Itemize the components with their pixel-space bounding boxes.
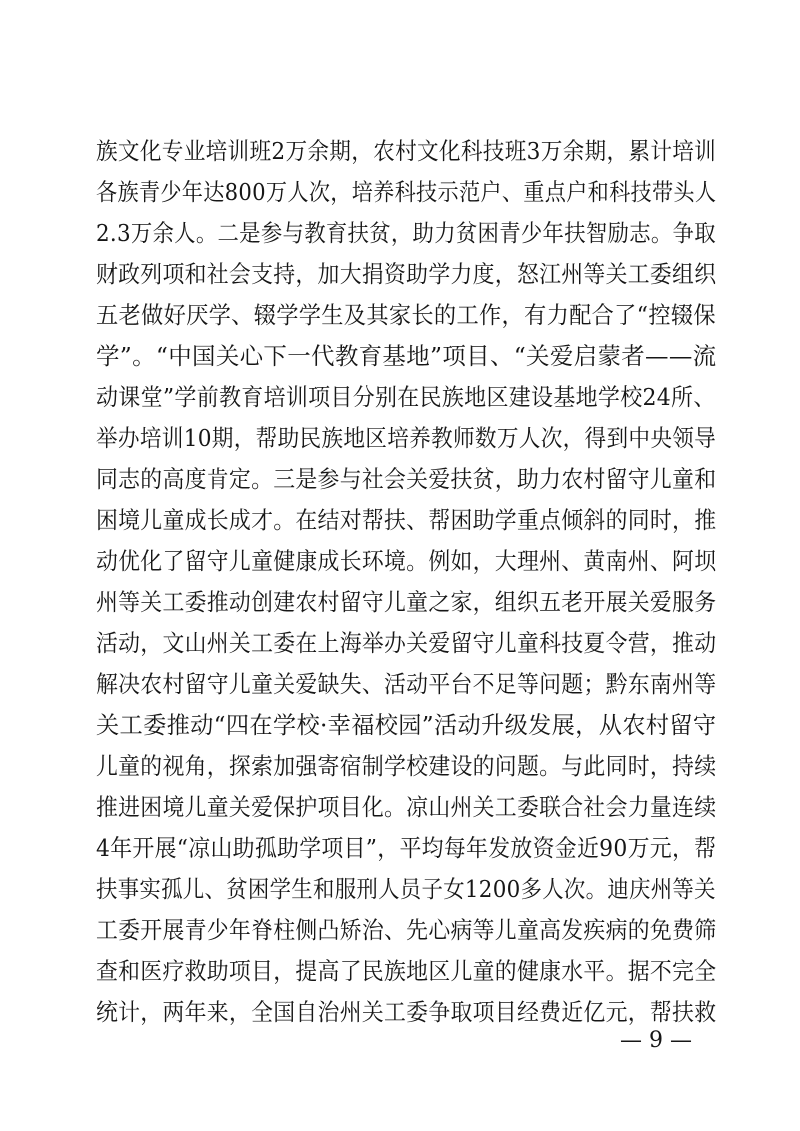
text-line: 五老做好厌学、辍学学生及其家长的工作，有力配合了“控辍保 bbox=[96, 301, 716, 329]
text-line: 动优化了留守儿童健康成长环境。例如，大理州、黄南州、阿坝 bbox=[96, 547, 717, 575]
text-line: 举办培训10期，帮助民族地区培养教师数万人次，得到中央领导 bbox=[96, 424, 717, 452]
text-line: 困境儿童成长成才。在结对帮扶、帮困助学重点倾斜的同时，推 bbox=[96, 506, 717, 534]
page-number: — 9 — bbox=[620, 1028, 692, 1053]
text-line: 族文化专业培训班2万余期，农村文化科技班3万余期，累计培训 bbox=[96, 137, 717, 165]
text-line: 州等关工委推动创建农村留守儿童之家，组织五老开展关爱服务 bbox=[96, 588, 717, 616]
text-line: 4年开展“凉山助孤助学项目”，平均每年发放资金近90万元，帮 bbox=[96, 834, 717, 862]
text-line: 各族青少年达800万人次，培养科技示范户、重点户和科技带头人 bbox=[96, 178, 717, 206]
text-line: 动课堂”学前教育培训项目分别在民族地区建设基地学校24所、 bbox=[96, 383, 716, 411]
text-line: 推进困境儿童关爱保护项目化。凉山州关工委联合社会力量连续 bbox=[96, 793, 717, 821]
text-line: 工委开展青少年脊柱侧凸矫治、先心病等儿童高发疾病的免费筛 bbox=[96, 916, 717, 944]
text-line: 2.3万余人。二是参与教育扶贫，助力贫困青少年扶智励志。争取 bbox=[96, 219, 716, 247]
text-line: 关工委推动“四在学校·幸福校园”活动升级发展，从农村留守 bbox=[96, 711, 717, 739]
text-line: 活动，文山州关工委在上海举办关爱留守儿童科技夏令营，推动 bbox=[96, 629, 717, 657]
text-line: 扶事实孤儿、贫困学生和服刑人员子女1200多人次。迪庆州等关 bbox=[96, 875, 716, 903]
text-line: 查和医疗救助项目，提高了民族地区儿童的健康水平。据不完全 bbox=[96, 957, 717, 985]
text-line: 学”。“中国关心下一代教育基地”项目、“关爱启蒙者——流 bbox=[96, 342, 717, 370]
text-line: 财政列项和社会支持，加大捐资助学力度，怒江州等关工委组织 bbox=[96, 260, 717, 288]
text-line: 统计，两年来，全国自治州关工委争取项目经费近亿元，帮扶救 bbox=[96, 998, 717, 1026]
text-line: 儿童的视角，探索加强寄宿制学校建设的问题。与此同时，持续 bbox=[96, 752, 717, 780]
text-line: 同志的高度肯定。三是参与社会关爱扶贫，助力农村留守儿童和 bbox=[96, 465, 717, 493]
text-line: 解决农村留守儿童关爱缺失、活动平台不足等问题；黔东南州等 bbox=[96, 670, 717, 698]
